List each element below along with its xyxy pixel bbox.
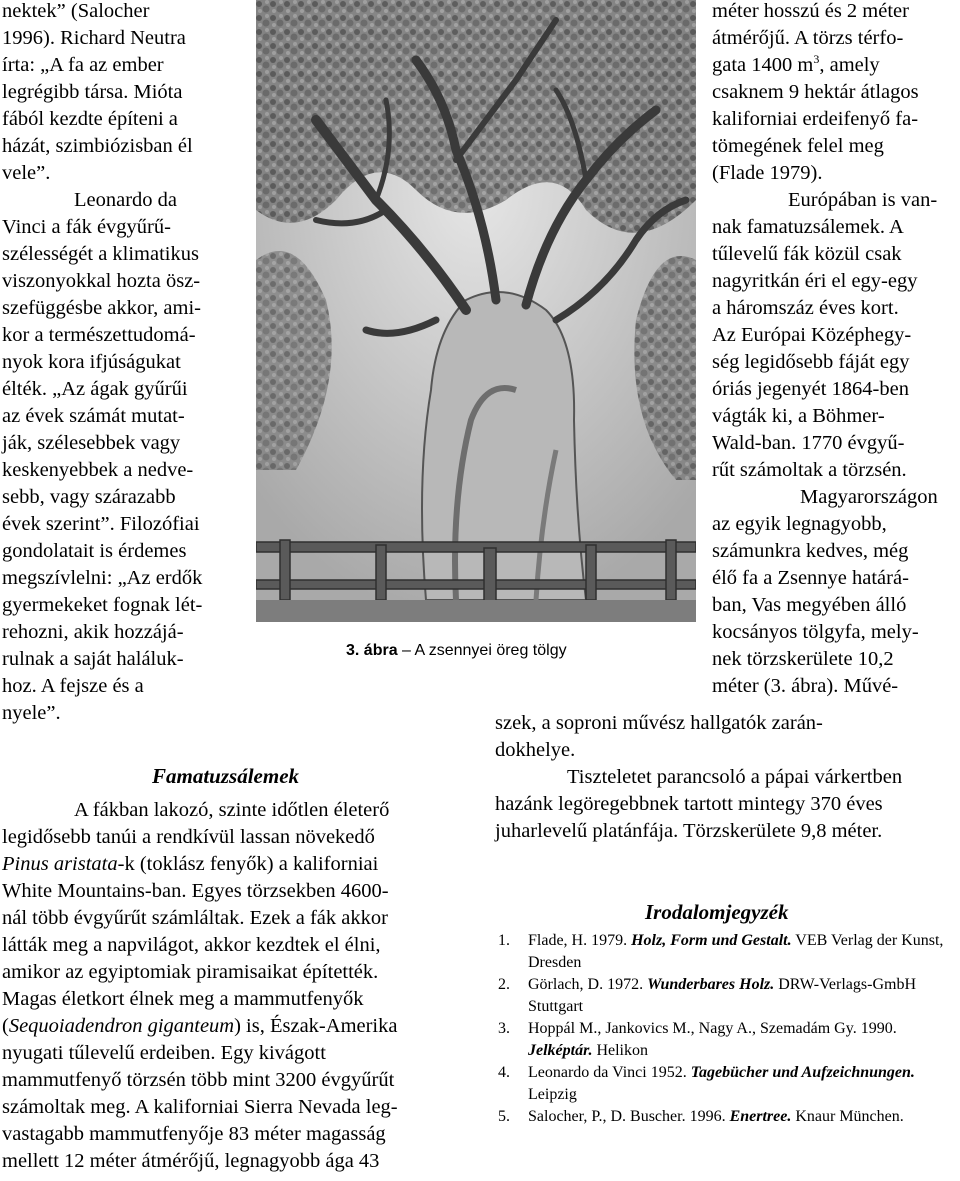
text-line: viszonyokkal hozta ösz- <box>2 270 201 292</box>
text-line: Vinci a fák évgyűrű- <box>2 216 171 238</box>
text-line: évek szerint”. Filozófiai <box>2 513 200 535</box>
text-line: legrégibb társa. Mióta <box>2 81 183 103</box>
text-line: Európában is van- <box>788 189 938 211</box>
text-line: dokhelye. <box>495 739 576 761</box>
reference-publisher: VEB Verlag der Kunst, Dresden <box>528 932 944 971</box>
text-line: rulnak a saját haláluk- <box>2 648 184 670</box>
text-line: tűlevelű fák közül csak <box>712 243 902 265</box>
section-heading: Famatuzsálemek <box>152 764 300 788</box>
reference-item <box>495 1106 960 1128</box>
text-line: A fákban lakozó, szinte időtlen életerő <box>74 799 390 821</box>
references-heading: Irodalomjegyzék <box>645 900 789 924</box>
text-line: Magas életkort élnek meg a mammutfenyők <box>2 988 364 1010</box>
text-line: juharlevelű platánfája. Törzskerülete 9,8 méter. <box>495 820 883 842</box>
text-line: kaliforniai erdeifenyő fa- <box>712 108 919 130</box>
reference-title: Holz, Form und Gestalt. <box>631 932 792 949</box>
text-line: keskenyebbek a nedve- <box>2 459 194 481</box>
figure-caption: 3. ábra – A zsennyei öreg tölgy <box>346 642 567 659</box>
text-line: nyugati tűlevelű erdeiben. Egy kivágott <box>2 1042 326 1064</box>
text-line: írta: „A fa az ember <box>2 54 164 76</box>
text-line: Pinus aristata-k (toklász fenyők) a kaliforniai <box>2 853 379 875</box>
reference-number: 1. <box>498 932 510 949</box>
text-line: mammutfenyő törzsén több mint 3200 évgyűrűt <box>2 1069 395 1091</box>
text-line: vele”. <box>2 162 51 184</box>
reference-authors: Flade, H. 1979. <box>528 932 632 949</box>
text-line: megszívlelni: „Az erdők <box>2 567 203 589</box>
text-line: nyele”. <box>2 702 61 724</box>
reference-number: 4. <box>498 1064 510 1081</box>
text-line: ban, Vas megyében álló <box>712 594 907 616</box>
reference-authors: Hoppál M., Jankovics M., Nagy A., Szemadám Gy. 1990. <box>528 1020 897 1037</box>
text-line: nál több évgyűrűt számláltak. Ezek a fák akkor <box>2 907 388 929</box>
text-line: vastagabb mammutfenyője 83 méter magasság <box>2 1123 386 1145</box>
text-line: gyermekeket fognak lét- <box>2 594 203 616</box>
reference-item <box>495 974 960 1018</box>
text-line: Az Európai Középhegy- <box>712 324 912 346</box>
text-line: sebb, vagy szárazabb <box>2 486 176 508</box>
reference-title: Jelképtár. <box>528 1042 593 1059</box>
text-line: rűt számoltak a törzsén. <box>712 459 907 481</box>
reference-publisher: DRW-Verlags-GmbH Stuttgart <box>528 976 916 1015</box>
text-line: szek, a soproni művész hallgatók zarán- <box>495 712 823 734</box>
text-line: kocsányos tölgyfa, mely- <box>712 621 919 643</box>
text-line: 1996). Richard Neutra <box>2 27 186 49</box>
reference-authors: Salocher, P., D. Buscher. 1996. <box>528 1108 730 1125</box>
text-line: csaknem 9 hektár átlagos <box>712 81 919 103</box>
text-line: gondolatait is érdemes <box>2 540 187 562</box>
text-line: nak famatuzsálemek. A <box>712 216 904 238</box>
oak-tree-photo <box>256 0 696 622</box>
reference-publisher: Helikon <box>592 1042 648 1059</box>
text-line: (Sequoiadendron giganteum) is, Észak-Amerika <box>2 1015 398 1037</box>
text-line: Leonardo da <box>74 189 178 211</box>
text-line: nagyritkán éri el egy-egy <box>712 270 918 292</box>
text-line: számunkra kedves, még <box>712 540 909 562</box>
references-list <box>495 930 960 1128</box>
figure-caption-text: A zsennyei öreg tölgy <box>414 642 567 659</box>
reference-title: Enertree. <box>729 1108 792 1125</box>
text-line: méter (3. ábra). Művé- <box>712 675 899 697</box>
reference-number: 2. <box>498 976 510 993</box>
reference-publisher: Knaur München. <box>791 1108 904 1125</box>
reference-publisher: Leipzig <box>528 1086 577 1103</box>
reference-title: Wunderbares Holz. <box>647 976 775 993</box>
text-line: ség legidősebb fáját egy <box>712 351 910 373</box>
reference-authors: Leonardo da Vinci 1952. <box>528 1064 691 1081</box>
text-line: látták meg a napvilágot, akkor kezdtek el élni, <box>2 934 381 956</box>
text-line: óriás jegenyét 1864-ben <box>712 378 909 400</box>
figure-caption-label: 3. ábra <box>346 642 398 659</box>
reference-item <box>495 1062 960 1106</box>
text-line: nek törzskerülete 10,2 <box>712 648 894 670</box>
text-line: Wald-ban. 1770 évgyű- <box>712 432 905 454</box>
text-line: kor a természettudomá- <box>2 324 196 346</box>
text-line: hoz. A fejsze és a <box>2 675 144 697</box>
text-line: nektek” (Salocher <box>2 0 150 22</box>
reference-authors: Görlach, D. 1972. <box>528 976 648 993</box>
text-line: házát, szimbiózisban él <box>2 135 193 157</box>
reference-number: 3. <box>498 1020 510 1037</box>
text-line: amikor az egyiptomiak piramisaikat építették. <box>2 961 379 983</box>
text-line: átmérőjű. A törzs térfo- <box>712 27 904 49</box>
text-line: a háromszáz éves kort. <box>712 297 899 319</box>
reference-title: Tagebücher und Aufzeichnungen. <box>690 1064 915 1081</box>
text-line: szefüggésbe akkor, ami- <box>2 297 201 319</box>
text-line: tömegének felel meg <box>712 135 884 157</box>
text-line: Magyarországon <box>800 486 938 508</box>
text-line: ják, szélesebbek vagy <box>2 432 181 454</box>
text-line: számoltak meg. A kaliforniai Sierra Nevada leg- <box>2 1096 398 1118</box>
text-line: vágták ki, a Böhmer- <box>712 405 885 427</box>
reference-item <box>495 1018 960 1062</box>
text-line: élő fa a Zsennye határá- <box>712 567 909 589</box>
reference-item <box>495 930 960 974</box>
oak-tree-illustration <box>256 0 696 622</box>
text-line: szélességét a klimatikus <box>2 243 199 265</box>
text-line: az évek számát mutat- <box>2 405 185 427</box>
text-line: az egyik legnagyobb, <box>712 513 887 535</box>
text-line: legidősebb tanúi a rendkívül lassan növekedő <box>2 826 375 848</box>
text-line: White Mountains-ban. Egyes törzsekben 4600- <box>2 880 389 902</box>
text-line: nyok kora ifjúságukat <box>2 351 181 373</box>
text-line: mellett 12 méter átmérőjű, legnagyobb ága 43 <box>2 1150 380 1172</box>
text-line: Tiszteletet parancsoló a pápai várkertben <box>567 766 903 788</box>
text-line: méter hosszú és 2 méter <box>712 0 909 22</box>
text-line: (Flade 1979). <box>712 162 823 184</box>
text-line: rehozni, akik hozzájá- <box>2 621 184 643</box>
reference-number: 5. <box>498 1108 510 1125</box>
text-line: élték. „Az ágak gyűrűi <box>2 378 188 400</box>
text-line: gata 1400 $m^3$, amely <box>712 52 880 76</box>
text-line: hazánk legöregebbnek tartott mintegy 370 éves <box>495 793 883 815</box>
text-line: fából kezdte építeni a <box>2 108 178 130</box>
